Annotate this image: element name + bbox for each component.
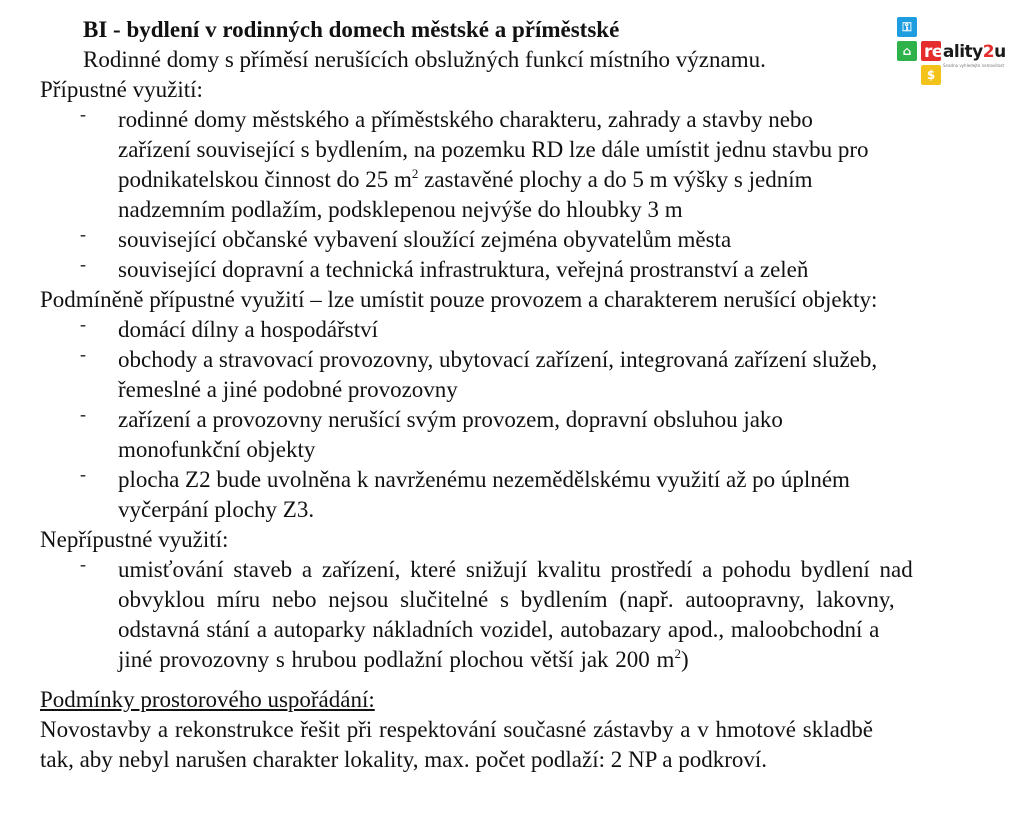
list-item: - zařízení a provozovny nerušící svým provozem, dopravní obsluhou jako monofunkční objekty xyxy=(40,405,1000,465)
bullet-dash: - xyxy=(80,404,86,424)
list-item: - obchody a stravovací provozovny, ubytovací zařízení, integrovaná zařízení služeb, řemeslné a jiné podobné provozovny xyxy=(40,345,1000,405)
list-item: - související občanské vybavení sloužící zejména obyvatelům města xyxy=(40,225,1000,255)
prohibited-heading: Nepřípustné využití: xyxy=(40,527,229,552)
permitted-heading: Přípustné využití: xyxy=(40,77,203,102)
conditional-heading: Podmíněně přípustné využití – lze umístit pouze provozem a charakterem nerušící objekty: xyxy=(40,287,878,312)
bullet-dash: - xyxy=(80,344,86,364)
layout-conditions-line: tak, aby nebyl narušen charakter lokality, max. počet podlaží: 2 NP a podkroví. xyxy=(40,747,768,772)
house-icon: ⌂ xyxy=(897,41,917,61)
logo-tagline: Snadno vyhledejte nemovitost xyxy=(943,63,1005,68)
page-title: BI - bydlení v rodinných domech městské a příměstské xyxy=(83,17,620,42)
list-item: - plocha Z2 bude uvolněna k navrženému nezemědělskému využití až po úplném vyčerpání plochy Z3. xyxy=(40,465,1000,525)
bullet-dash: - xyxy=(80,254,86,274)
prohibited-list xyxy=(40,555,1000,675)
bullet-dash: - xyxy=(80,464,86,484)
subtitle: Rodinné domy s příměsí nerušících obslužných funkcí místního významu. xyxy=(83,47,766,72)
bullet-dash: - xyxy=(80,314,86,334)
list-item: - související dopravní a technická infrastruktura, veřejná prostranství a zeleň xyxy=(40,255,1000,285)
bullet-dash: - xyxy=(80,554,86,574)
bullet-dash: - xyxy=(80,104,86,124)
list-item: - domácí dílny a hospodářství xyxy=(40,315,1000,345)
layout-conditions-heading: Podmínky prostorového uspořádání: xyxy=(40,687,375,712)
document-page xyxy=(40,15,1000,775)
key-icon: ⚿ xyxy=(897,17,917,37)
conditional-list xyxy=(40,315,1000,525)
bullet-dash: - xyxy=(80,224,86,244)
dollar-icon: $ xyxy=(921,65,941,85)
list-item: - rodinné domy městského a příměstského charakteru, zahrady a stavby nebo zařízení související s bydlením, na pozemku RD lze dále umístit jednu stavbu pro podnikatelskou činnost do 25 $m^2$ zastavěné plochy a do 5 m výšky s jedním nadzemním podlažím, podsklepenou nejvýše do hloubky 3 m xyxy=(40,105,1000,225)
layout-conditions-line: Novostavby a rekonstrukce řešit při respektování současné zástavby a v hmotové skladbě xyxy=(40,717,874,742)
permitted-list xyxy=(40,105,1000,285)
logo-wordmark: reality2u xyxy=(924,42,1006,62)
list-item: - umisťování staveb a zařízení, které snižují kvalitu prostředí a pohodu bydlení nad obvyklou míru nebo nejsou slučitelné s bydlením (např. autoopravny, lakovny, odstavná stání a autoparky nákladních vozidel, autobazary apod., maloobchodní a jiné provozovny s hrubou podlažní plochou větší jak 200 $m^2$) xyxy=(40,555,1000,675)
